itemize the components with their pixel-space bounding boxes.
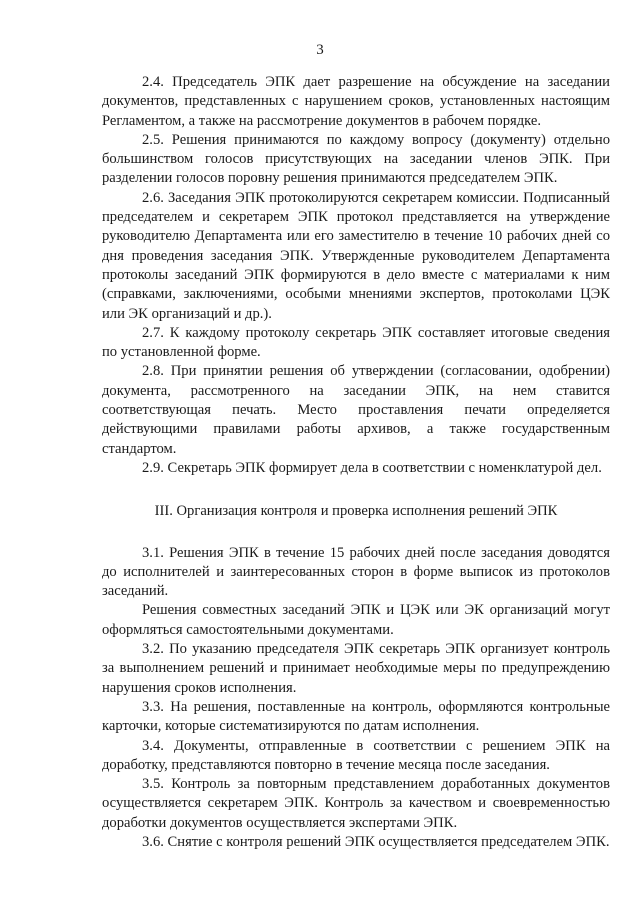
section-3-block	[102, 544, 610, 853]
page-number: 3	[316, 42, 324, 58]
paragraph-3-6: 3.6. Снятие с контроля решений ЭПК осуществляется председателем ЭПК.	[142, 833, 610, 850]
section-2-block	[102, 73, 610, 478]
paragraph-3-5: 3.5. Контроль за повторным представлением доработанных документов осуществляется секретарем ЭПК. Контроль за качеством и своевременностью доработки документов осуществляется экспертами ЭПК.	[102, 776, 610, 831]
paragraph-3-2: 3.2. По указанию председателя ЭПК секретарь ЭПК организует контроль за выполнением решений и принимает необходимые меры по предупреждению нарушения сроков исполнения.	[102, 641, 610, 696]
document-body	[102, 73, 610, 852]
paragraph-2-5: 2.5. Решения принимаются по каждому вопросу (документу) отдельно большинством голосов присутствующих на заседании членов ЭПК. При разделении голосов поровну решения принимаются председателем ЭПК.	[102, 131, 610, 187]
paragraph-2-6: 2.6. Заседания ЭПК протоколируются секретарем комиссии. Подписанный председателем и секретарем ЭПК протокол представляется на утверждение руководителю Департамента или его заместителю в течение 10 рабочих дней со дня проведения заседания ЭПК. Утвержденные руководителем Департамента протоколы заседаний ЭПК формируются в дело вместе с материалами к ним (справками, заключениями, особыми мнениями экспертов, протоколами ЦЭК или ЭК организаций и др.).	[102, 189, 610, 322]
section-3-heading: III. Организация контроля и проверка исполнения решений ЭПК	[154, 503, 558, 520]
paragraph-2-7: 2.7. К каждому протоколу секретарь ЭПК составляет итоговые сведения по установленной форме.	[102, 324, 610, 361]
paragraph-3-1-continued: Решения совместных заседаний ЭПК и ЦЭК или ЭК организаций могут оформляться самостоятельными документами.	[102, 602, 610, 638]
paragraph-3-4: 3.4. Документы, отправленные в соответствии с решением ЭПК на доработку, представляются повторно в течение месяца после заседания.	[102, 737, 610, 773]
paragraph-2-9: 2.9. Секретарь ЭПК формирует дела в соответствии с номенклатурой дел.	[142, 459, 602, 476]
paragraph-2-8: 2.8. При принятии решения об утверждении (согласовании, одобрении) документа, рассмотренного на заседании ЭПК, на нем ставится соответствующая печать. Место проставления печати определяется действующими правилами работы архивов, а также государственным стандартом.	[102, 363, 610, 457]
paragraph-3-3: 3.3. На решения, поставленные на контроль, оформляются контрольные карточки, которые систематизируются по датам исполнения.	[102, 698, 610, 735]
paragraph-2-4: 2.4. Председатель ЭПК дает разрешение на обсуждение на заседании документов, представленных с нарушением сроков, установленных настоящим Регламентом, а также на рассмотрение документов в рабочем порядке.	[102, 74, 610, 129]
paragraph-3-1: 3.1. Решения ЭПК в течение 15 рабочих дней после заседания доводятся до исполнителей и заинтересованных сторон в форме выписок из протоколов заседаний.	[102, 544, 610, 600]
